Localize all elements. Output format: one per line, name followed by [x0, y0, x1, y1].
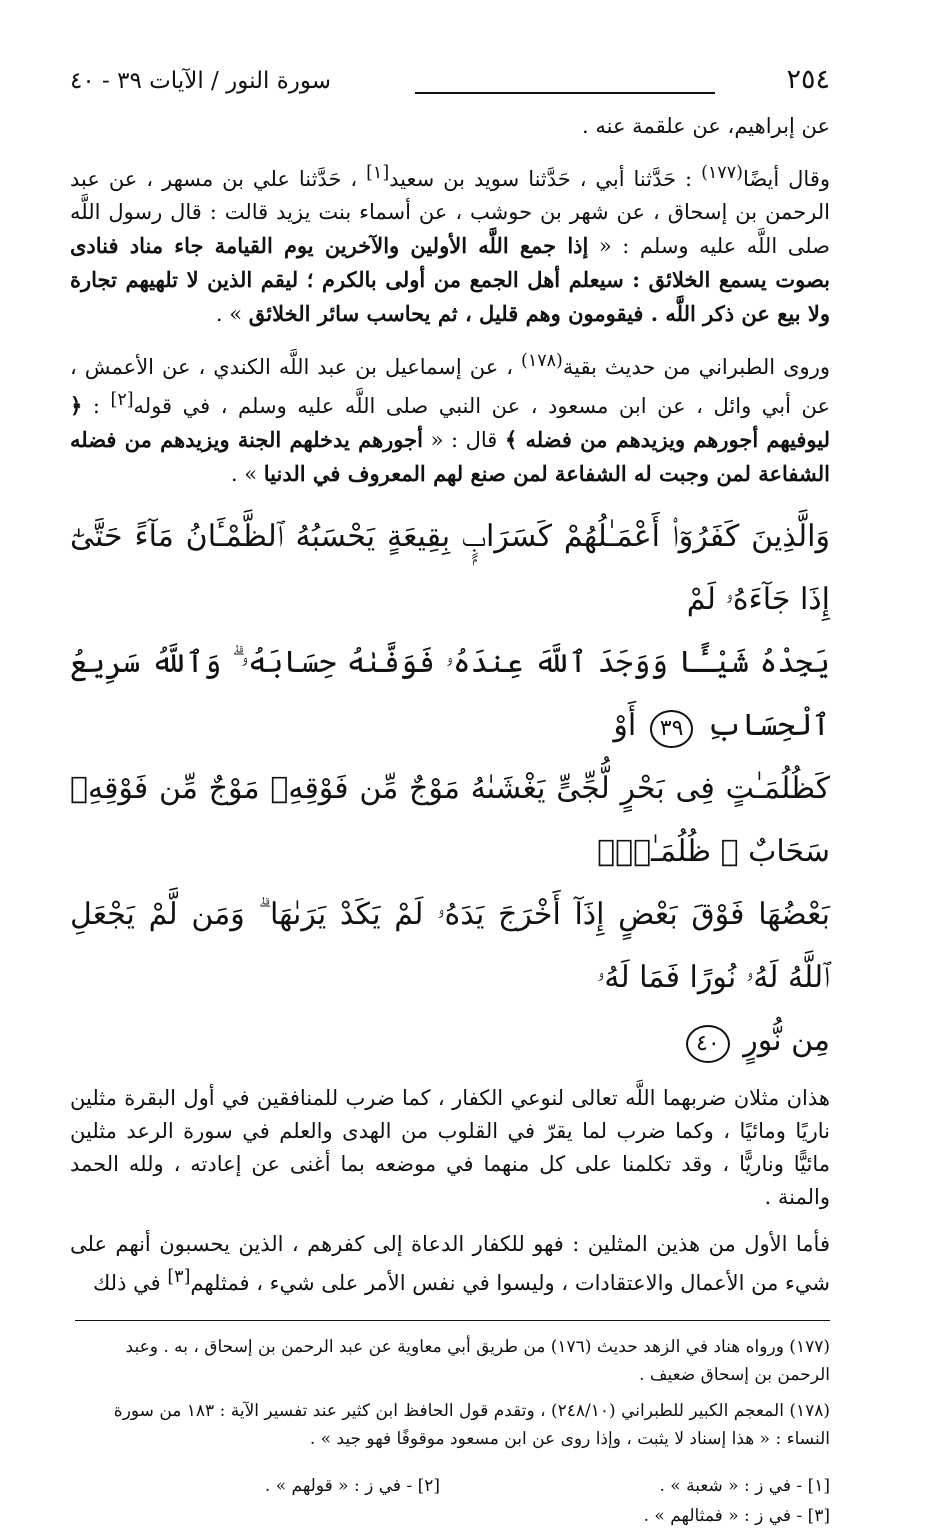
verse-line-5-text: مِن نُّورٍ — [743, 1023, 830, 1058]
verse-line-2 — [70, 631, 830, 757]
hadith-text-1: إذا جمع اللَّه الأولين والآخرين يوم القيامة جاء مناد فنادى بصوت يسمع الخلائق : سيعلم أهل الجمع من أولى بالكرم ؛ ليقم الذين لا تلهيهم تجارة ولا بيع عن ذكر اللَّه . فيقومون وهم قليل ، ثم يحاسب سائر الخلائق — [70, 233, 830, 326]
verse-line-5 — [70, 1009, 830, 1072]
verse-line-1: وَالَّذِينَ كَفَرُوٓا۟ أَعْمَـٰلُهُمْ كَسَرَابٍۭ بِقِيعَةٍ يَحْسَبُهُ ٱلظَّمْـَٔانُ مَآءً حَتَّىٰٓ إِذَا جَآءَهُۥ لَمْ — [70, 519, 830, 617]
verse-line-2-text: يَجِدْهُ شَيْـًٔا وَوَجَدَ ٱللَّهَ عِندَهُۥ فَوَفَّىٰهُ حِسَابَهُۥ ۗ وَٱللَّهُ سَرِيعُ ٱلْحِسَابِ — [70, 645, 830, 743]
p3-text-c: : — [82, 394, 111, 418]
p5-text-b: في ذلك — [92, 1271, 168, 1295]
verse-line-3: كَظُلُمَـٰتٍ فِى بَحْرٍ لُّجِّىٍّ يَغْشَىٰهُ مَوْجٌ مِّن فَوْقِهِۦ مَوْجٌ مِّن فَوْقِهِۦ سَحَابٌ ۚ ظُلُمَـٰتٌۢ — [70, 771, 830, 869]
page-number: ٢٥٤ — [786, 64, 830, 95]
p2-text-b: : حَدَّثنا أبي ، حَدَّثنا سويد بن سعيد — [389, 167, 702, 191]
footnote-ref-177: (١٧٧) — [701, 163, 743, 183]
paragraph-3 — [70, 345, 830, 491]
quran-verses — [70, 505, 830, 1072]
paragraph-1 — [70, 110, 830, 143]
p3-text-b: ، عن إسماعيل بن عبد اللَّه الكندي ، عن الأعمش ، عن أبي وائل ، عن ابن مسعود ، عن النبي صلى اللَّه عليه وسلم ، في قوله — [70, 355, 830, 418]
page-content — [70, 58, 830, 1531]
verse-line-2-end: أَوْ — [613, 708, 637, 743]
footnote-178: (١٧٨) المعجم الكبير للطبراني (٢٤٨/١٠) ، وتقدم قول الحافظ ابن كثير عند تفسير الآية : ١٨٣ من سورة النساء : « هذا إسناد لا يثبت ، وإذا روى عن ابن مسعود موقوفًا فهو جيد » . — [113, 1401, 830, 1449]
footnote-ref-178: (١٧٨) — [520, 351, 563, 371]
p3-text-e: » . — [230, 462, 264, 486]
p3-text-d: قال : « — [422, 428, 505, 452]
editor-notes-row-2 — [70, 1501, 830, 1531]
editor-note-3: [٣] - في ز : « فمثالهم » . — [643, 1506, 830, 1526]
editor-note-2: [٢] - في ز : « قولهم » . — [264, 1476, 440, 1496]
footnotes-section — [75, 1320, 830, 1453]
running-title: سورة النور / الآيات ٣٩ - ٤٠ — [70, 68, 332, 94]
page-header — [70, 58, 830, 110]
editor-note-ref-1: [١] — [366, 163, 390, 183]
editor-note-1: [١] - في ز : « شعبة » . — [659, 1476, 830, 1496]
paragraph-2 — [70, 157, 830, 331]
verse-number-39-marker: ٣٩ — [650, 710, 694, 748]
editor-notes-row-1 — [70, 1471, 830, 1501]
p2-text-d: » . — [215, 302, 249, 326]
p3-text-a: وروى الطبراني من حديث بقية — [562, 355, 830, 379]
paragraph-5 — [70, 1228, 830, 1300]
paragraph-4 — [70, 1082, 830, 1214]
p5-text-a: فأما الأول من هذين المثلين : فهو للكفار الدعاة إلى كفرهم ، الذين يحسبون أنهم على شيء من الأعمال والاعتقادات ، وليسوا في نفس الأمر على شيء ، فمثلهم — [70, 1232, 830, 1295]
editor-notes — [70, 1471, 830, 1531]
verse-number-40-marker: ٤٠ — [686, 1025, 730, 1063]
footnote-177: (١٧٧) ورواه هناد في الزهد حديث (١٧٦) من طريق أبي معاوية عن عبد الرحمن بن إسحاق ، به . وعبد الرحمن بن إسحاق ضعيف . — [125, 1337, 830, 1385]
hadith-text-2: أجورهم يدخلهم الجنة ويزيدهم من فضله الشفاعة لمن وجبت له الشفاعة لمن صنع لهم المعروف في الدنيا — [70, 427, 830, 486]
p2-text-c: ، حَدَّثنا علي بن مسهر ، عن عبد الرحمن بن إسحاق ، عن شهر بن حوشب ، عن أسماء بنت يزيد قالت : قال رسول اللَّه صلى اللَّه عليه وسلم : « — [70, 167, 830, 258]
editor-note-ref-2: [٢] — [110, 390, 134, 410]
paragraph-4-text: هذان مثلان ضربهما اللَّه تعالى لنوعي الكفار ، كما ضرب للمنافقين في أول البقرة مثلين ناريًا ومائيًا ، وكما ضرب لما يقرّ في القلوب من الهدى والعلم في سورة الرعد مثلين مائيًّا وناريًّا ، وقد تكلمنا على كل منهما في موضعه بما أغنى عن إعادته ، ولله الحمد والمنة . — [70, 1086, 830, 1209]
editor-note-ref-3: [٣] — [167, 1267, 191, 1287]
quran-citation: ﴿ ليوفيهم أجورهم ويزيدهم من فضله ﴾ — [70, 393, 830, 452]
p2-text-a: وقال أيضًا — [742, 167, 830, 191]
header-rule — [415, 92, 715, 94]
paragraph-1-text: عن إبراهيم، عن علقمة عنه . — [582, 114, 830, 138]
verse-line-4: بَعْضُهَا فَوْقَ بَعْضٍ إِذَآ أَخْرَجَ يَدَهُۥ لَمْ يَكَدْ يَرَىٰهَا ۗ وَمَن لَّمْ يَجْعَلِ ٱللَّهُ لَهُۥ نُورًا فَمَا لَهُۥ — [70, 897, 830, 995]
